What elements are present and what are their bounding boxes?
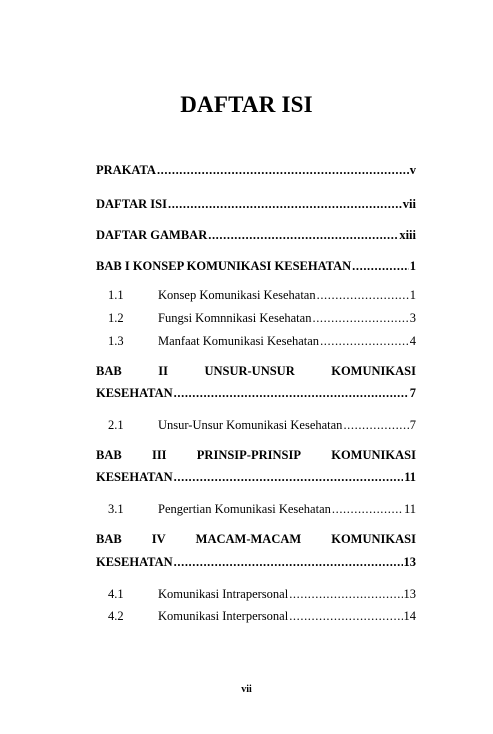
section-number: 3.1 [108, 502, 124, 516]
entry-word: BAB [96, 364, 122, 378]
toc-entry-bab-3-line-1[interactable] [96, 448, 416, 463]
leader-dots [320, 334, 409, 349]
leader-dots [352, 259, 409, 274]
page-number: 1 [409, 259, 416, 273]
toc-entry-4-1[interactable] [96, 587, 416, 602]
entry-label: KESEHATAN [96, 386, 173, 400]
leader-dots [289, 587, 402, 602]
entry-label: Komunikasi Interpersonal [158, 609, 289, 623]
section-number: 1.1 [108, 288, 124, 302]
toc-entry-1-3[interactable] [96, 334, 416, 349]
page-number: 7 [409, 386, 416, 400]
leader-dots [289, 609, 402, 624]
leader-dots [157, 163, 409, 178]
entry-label: KESEHATAN [96, 555, 173, 569]
entry-word: KOMUNIKASI [331, 364, 416, 378]
toc-entry-bab-1[interactable] [96, 259, 416, 274]
entry-label: Manfaat Komunikasi Kesehatan [158, 334, 320, 348]
section-number: 2.1 [108, 418, 124, 432]
section-number: 1.2 [108, 311, 124, 325]
toc-entry-bab-4-line-2[interactable] [96, 555, 416, 570]
entry-label: Pengertian Komunikasi Kesehatan [158, 502, 331, 516]
page-number: vii [402, 197, 416, 211]
toc-entry-4-2[interactable] [96, 609, 416, 624]
page-number: 14 [403, 609, 416, 623]
entry-word: KOMUNIKASI [331, 448, 416, 462]
entry-word: PRINSIP-PRINSIP [196, 448, 301, 462]
section-number: 4.1 [108, 587, 124, 601]
toc-entry-1-2[interactable] [96, 311, 416, 326]
leader-dots [174, 470, 404, 485]
toc-entry-1-1[interactable] [96, 288, 416, 303]
entry-word: UNSUR-UNSUR [204, 364, 295, 378]
page-number: 11 [403, 502, 416, 516]
page-number: v [409, 163, 416, 177]
entry-word: BAB [96, 448, 122, 462]
page-number: 11 [404, 470, 416, 484]
leader-dots [174, 555, 403, 570]
section-number: 4.2 [108, 609, 124, 623]
entry-label: Unsur-Unsur Komunikasi Kesehatan [158, 418, 343, 432]
entry-label: PRAKATA [96, 163, 156, 177]
page-number: 1 [409, 288, 416, 302]
toc-entry-3-1[interactable] [96, 502, 416, 517]
entry-label: BAB I KONSEP KOMUNIKASI KESEHATAN [96, 259, 352, 273]
toc-entry-bab-2-line-2[interactable] [96, 386, 416, 401]
toc-entry-daftar-gambar[interactable] [96, 228, 416, 243]
entry-word: IV [151, 532, 166, 546]
toc-entry-bab-3-line-2[interactable] [96, 470, 416, 485]
page-number: 4 [409, 334, 416, 348]
entry-label: Konsep Komunikasi Kesehatan [158, 288, 316, 302]
leader-dots [312, 311, 408, 326]
page-number: 13 [403, 587, 416, 601]
entry-word: III [151, 448, 167, 462]
toc-entry-bab-2-line-1[interactable] [96, 364, 416, 379]
page-number: 3 [409, 311, 416, 325]
page-title: DAFTAR ISI [180, 92, 313, 117]
entry-label: Fungsi Komnnikasi Kesehatan [158, 311, 312, 325]
leader-dots [208, 228, 398, 243]
leader-dots [168, 197, 402, 212]
entry-word: MACAM-MACAM [195, 532, 302, 546]
entry-label: DAFTAR GAMBAR [96, 228, 208, 242]
toc-entry-bab-4-line-1[interactable] [96, 532, 416, 547]
page-number: 13 [403, 555, 416, 569]
entry-word: BAB [96, 532, 122, 546]
page-number: 7 [409, 418, 416, 432]
toc-entry-prakata[interactable] [96, 163, 416, 178]
entry-label: Komunikasi Intrapersonal [158, 587, 289, 601]
toc-entry-2-1[interactable] [96, 418, 416, 433]
leader-dots [317, 288, 409, 303]
entry-word: II [158, 364, 168, 378]
toc-entry-daftar-isi[interactable] [96, 197, 416, 212]
entry-label: DAFTAR ISI [96, 197, 167, 211]
leader-dots [343, 418, 408, 433]
entry-label: KESEHATAN [96, 470, 173, 484]
page-number: xiii [399, 228, 416, 242]
leader-dots [174, 386, 409, 401]
footer-page-number: vii [241, 684, 252, 695]
section-number: 1.3 [108, 334, 124, 348]
entry-word: KOMUNIKASI [331, 532, 416, 546]
leader-dots [332, 502, 403, 517]
